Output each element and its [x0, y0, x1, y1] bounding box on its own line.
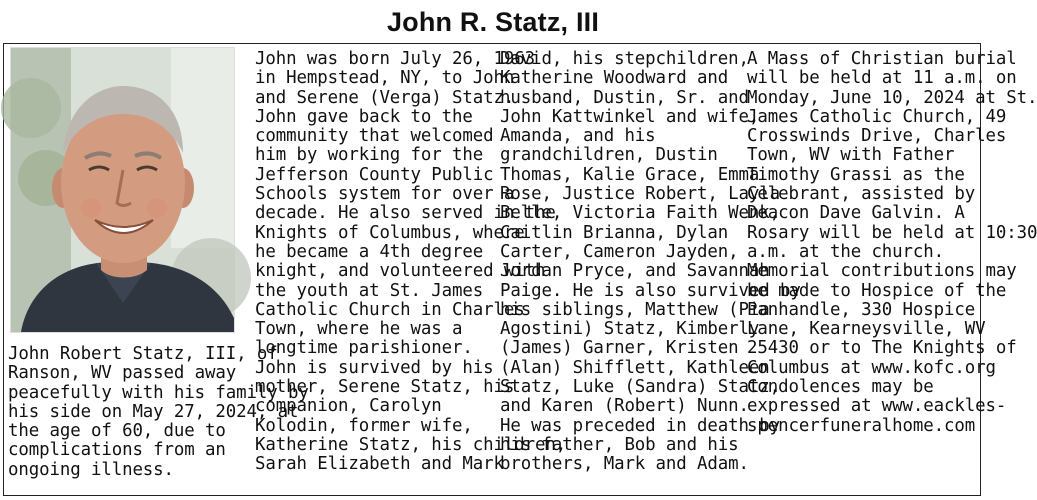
obituary-column-2: John was born July 26, 1963 in Hempstead, NY, to John and Serene (Verga) Statz. John gave back to the community that welcomed him by working for the Jefferson County Public Schools system for over a decade. He also served in the Knights of Columbus, where he became a 4th degree knight, and volunteered with the youth at St. James Catholic Church in Charles Town, where he was a longtime parishioner. John is survived by his mother, Serene Statz, his companion, Carolyn Kolodin, former wife, Katherine Statz, his children, Sarah Elizabeth and Mark [255, 49, 567, 475]
portrait-illustration [11, 48, 234, 332]
obituary-column-1: John Robert Statz, III, of Ranson, WV passed away peacefully with his family by his side on May 27, 2024, at the age of 60, due to complications from an ongoing illness. [8, 344, 309, 480]
obituary-column-4: A Mass of Christian burial will be held at 11 a.m. on Monday, June 10, 2024 at St. James Catholic Church, 49 Crosswinds Drive, Charles Town, WV with Father Timothy Grassi as the Celebrant, assisted by Deacon Dave Galvin. A Rosary will be held at 10:30 a.m. at the church. Memorial contributions may be made to Hospice of the Panhandle, 330 Hospice Lane, Kearneysville, WV 25430 or to The Knights of Columbus at www.kofc.org Condolences may be expressed at www.eackles- spencerfuneralhome.com [747, 49, 1037, 436]
obituary-column-3: David, his stepchildren, Katherine Woodward and husband, Dustin, Sr. and John Kattwinkel and wife, Amanda, and his grandchildren, Dustin Thomas, Kalie Grace, Emma Rose, Justice Robert, Layla Belle, Victoria Faith Wenk, Caitlin Brianna, Dylan Carter, Cameron Jayden, Jordan Pryce, and Savannah Paige. He is also survived by his siblings, Matthew (Pia Agostini) Statz, Kimberly (James) Garner, Kristen (Alan) Shifflett, Kathleen Statz, Luke (Sandra) Statz, and Karen (Robert) Nunn. He was preceded in death by his father, Bob and his brothers, Mark and Adam. [500, 49, 801, 475]
obituary-title: John R. Statz, III [386, 7, 600, 37]
portrait-photo [10, 47, 235, 333]
